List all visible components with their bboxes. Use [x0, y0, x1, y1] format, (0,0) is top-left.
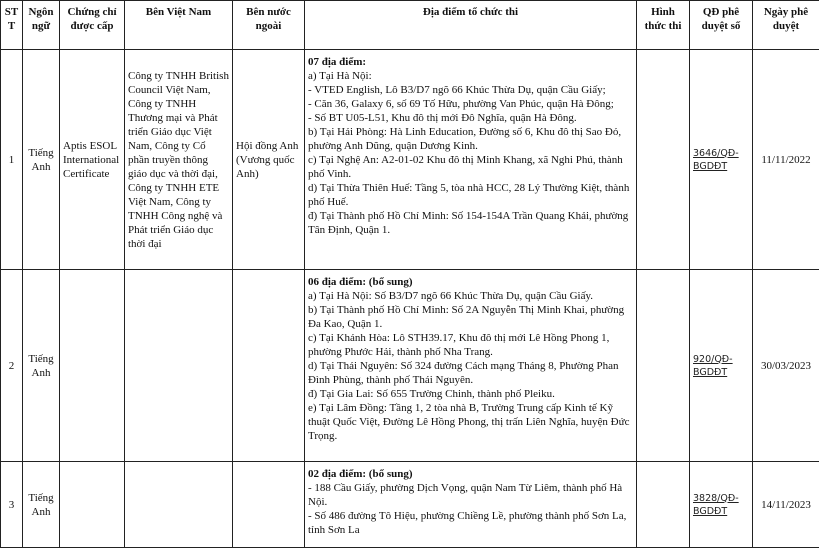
row-foreign-party	[233, 270, 305, 462]
decision-agency[interactable]: BGDĐT	[693, 366, 733, 379]
location-line: - Số BT U05-L51, Khu đô thị mới Đô Nghĩa, quận Hà Đông.	[308, 111, 633, 125]
header-locations: Địa điểm tổ chức thi	[305, 1, 637, 50]
decision-link[interactable]	[693, 353, 733, 379]
header-row	[1, 1, 819, 50]
row-language: Tiếng Anh	[23, 50, 60, 270]
row-format	[637, 50, 690, 270]
row-date: 30/03/2023	[753, 270, 819, 462]
row-certificate	[60, 270, 125, 462]
location-line: - 188 Cầu Giấy, phường Dịch Vọng, quận Nam Từ Liêm, thành phố Hà Nội.	[308, 481, 633, 509]
row-decision[interactable]	[690, 462, 753, 548]
row-format	[637, 462, 690, 548]
header-decision: QĐ phê duyệt số	[690, 1, 753, 50]
header-certificate: Chứng chỉ được cấp	[60, 1, 125, 50]
header-format: Hình thức thi	[637, 1, 690, 50]
location-line: c) Tại Khánh Hòa: Lô STH39.17, Khu đô thị mới Lê Hồng Phong 1, phường Phước Hải, thành phố Nha Trang.	[308, 331, 633, 359]
row-vn-party: Công ty TNHH British Council Việt Nam, Công ty TNHH Thương mại và Phát triển Giáo dục Việt Nam, Công ty Cổ phần truyền thông giáo dục và thời đại, Công ty TNHH ETE Việt Nam, Công ty TNHH Công nghệ và Phát triển Giáo dục thời đại	[125, 50, 233, 270]
table-row	[1, 270, 819, 462]
location-title: 07 địa điểm:	[308, 55, 633, 69]
decision-number[interactable]: 3828/QĐ-	[693, 492, 739, 505]
row-vn-party	[125, 462, 233, 548]
location-line: đ) Tại Thành phố Hồ Chí Minh: Số 154-154A Trần Quang Khải, phường Tân Định, Quận 1.	[308, 209, 633, 237]
location-line: - Số 486 đường Tô Hiệu, phường Chiềng Lề, phường thành phố Sơn La, tỉnh Sơn La	[308, 509, 633, 537]
location-line: e) Tại Lâm Đồng: Tầng 1, 2 tòa nhà B, Trường Trung cấp Kinh tế Kỹ thuật Quốc Việt, Đường Lê Hồng Phong, thị trấn Liên Nghĩa, huyện Đức Trọng.	[308, 401, 633, 443]
location-line: a) Tại Hà Nội: Số B3/D7 ngõ 66 Khúc Thừa Dụ, quận Cầu Giấy.	[308, 289, 633, 303]
row-stt: 1	[1, 50, 23, 270]
row-foreign-party: Hội đồng Anh (Vương quốc Anh)	[233, 50, 305, 270]
header-date: Ngày phê duyệt	[753, 1, 819, 50]
decision-number[interactable]: 920/QĐ-	[693, 353, 733, 366]
location-line: c) Tại Nghệ An: A2-01-02 Khu đô thị Minh Khang, xã Nghi Phú, thành phố Vinh.	[308, 153, 633, 181]
row-foreign-party	[233, 462, 305, 548]
row-decision[interactable]	[690, 50, 753, 270]
row-certificate	[60, 462, 125, 548]
location-title: 02 địa điểm: (bổ sung)	[308, 467, 633, 481]
row-stt: 3	[1, 462, 23, 548]
decision-link[interactable]	[693, 492, 739, 518]
location-title: 06 địa điểm: (bổ sung)	[308, 275, 633, 289]
decision-number[interactable]: 3646/QĐ-	[693, 147, 739, 160]
location-line: d) Tại Thừa Thiên Huế: Tầng 5, tòa nhà HCC, 28 Lý Thường Kiệt, thành phố Huế.	[308, 181, 633, 209]
location-line: d) Tại Thái Nguyên: Số 324 đường Cách mạng Tháng 8, Phường Phan Đình Phùng, thành phố Thái Nguyên.	[308, 359, 633, 387]
header-stt: ST T	[1, 1, 23, 50]
row-date: 11/11/2022	[753, 50, 819, 270]
location-line: - VTED English, Lô B3/D7 ngõ 66 Khúc Thừa Dụ, quận Cầu Giấy;	[308, 83, 633, 97]
row-date: 14/11/2023	[753, 462, 819, 548]
table-row	[1, 50, 819, 270]
header-vn-party: Bên Việt Nam	[125, 1, 233, 50]
location-line: b) Tại Thành phố Hồ Chí Minh: Số 2A Nguyễn Thị Minh Khai, phường Đa Kao, Quận 1.	[308, 303, 633, 331]
row-decision[interactable]	[690, 270, 753, 462]
row-locations	[305, 462, 637, 548]
row-stt: 2	[1, 270, 23, 462]
row-vn-party	[125, 270, 233, 462]
row-language: Tiếng Anh	[23, 462, 60, 548]
location-line: đ) Tại Gia Lai: Số 655 Trường Chinh, thành phố Pleiku.	[308, 387, 633, 401]
row-locations	[305, 50, 637, 270]
decision-agency[interactable]: BGDĐT	[693, 160, 739, 173]
decision-agency[interactable]: BGDĐT	[693, 505, 739, 518]
row-certificate: Aptis ESOL International Certificate	[60, 50, 125, 270]
row-format	[637, 270, 690, 462]
header-language: Ngôn ngữ	[23, 1, 60, 50]
location-line: - Căn 36, Galaxy 6, số 69 Tố Hữu, phường Van Phúc, quận Hà Đông;	[308, 97, 633, 111]
table-row	[1, 462, 819, 548]
decision-link[interactable]	[693, 147, 739, 173]
location-line: a) Tại Hà Nội:	[308, 69, 633, 83]
location-line: b) Tại Hải Phòng: Hà Linh Education, Đường số 6, Khu đô thị Sao Đỏ, phường Anh Dũng, quận Dương Kinh.	[308, 125, 633, 153]
row-language: Tiếng Anh	[23, 270, 60, 462]
row-locations	[305, 270, 637, 462]
header-foreign-party: Bên nước ngoài	[233, 1, 305, 50]
